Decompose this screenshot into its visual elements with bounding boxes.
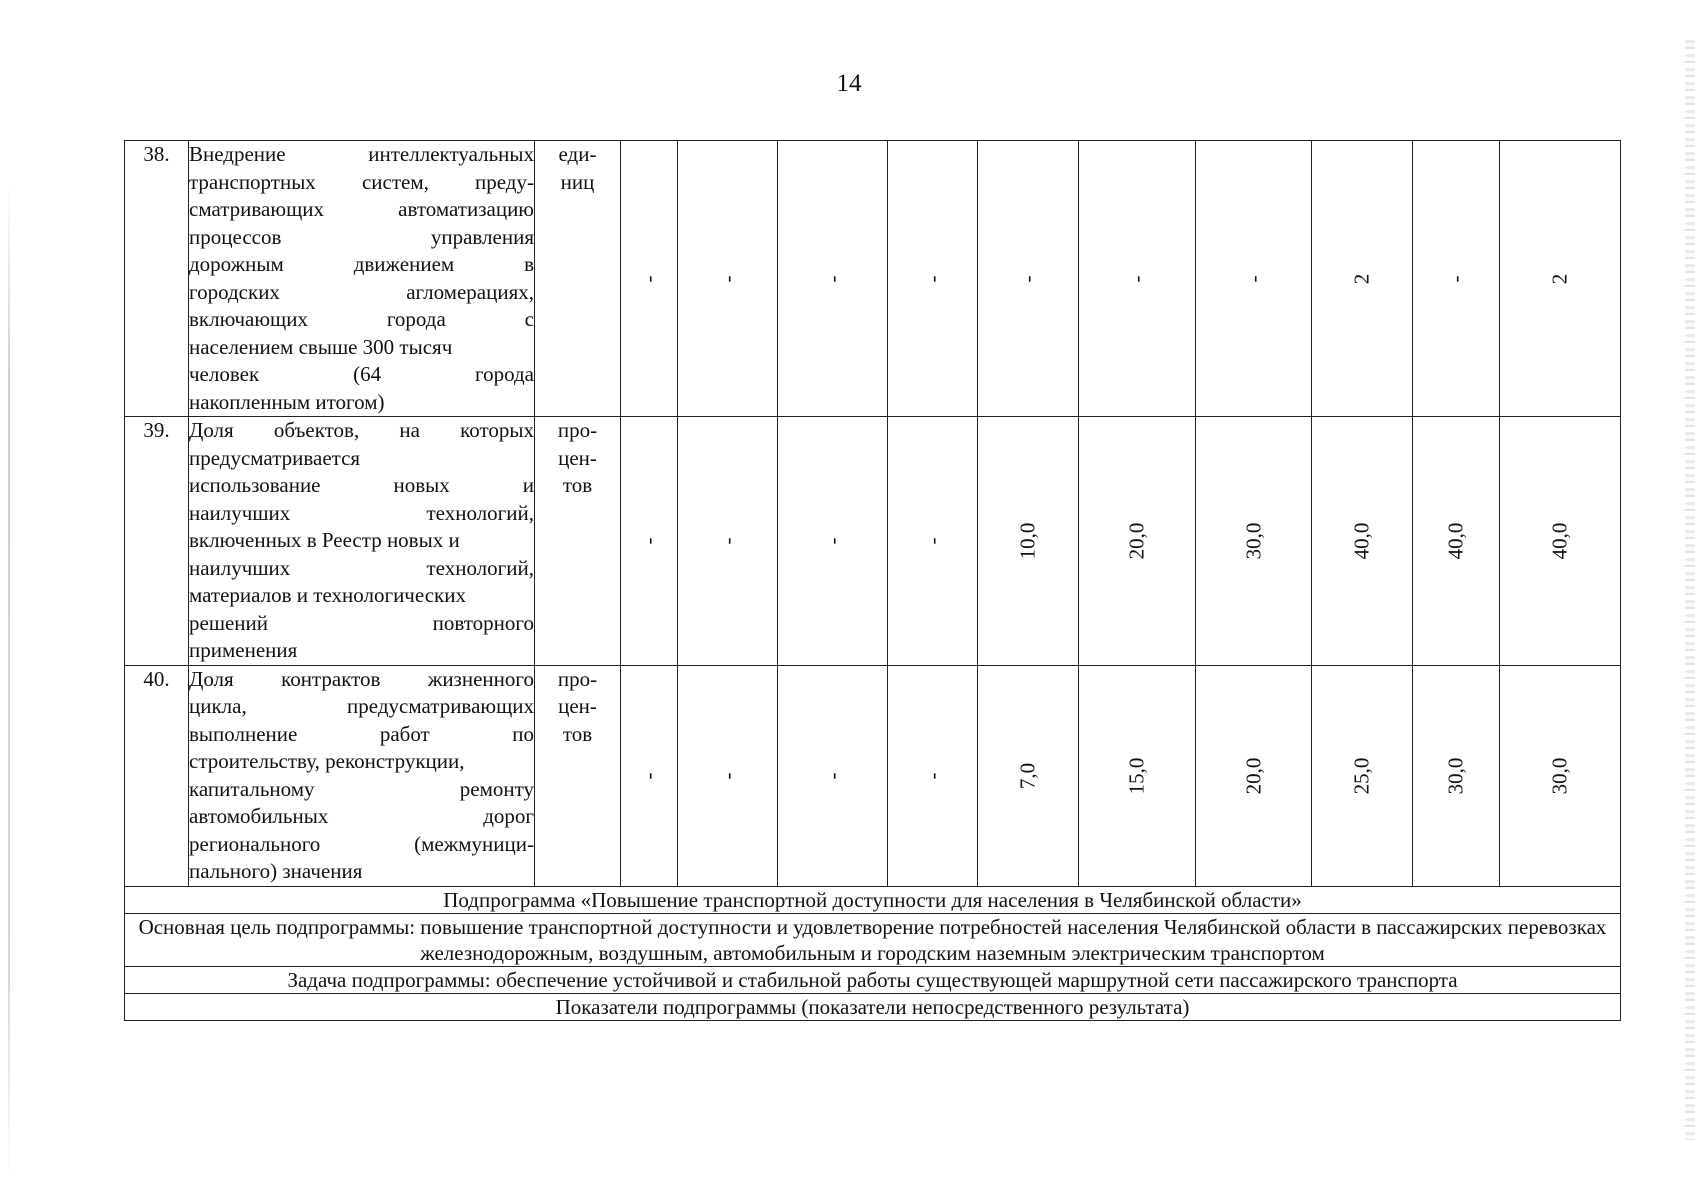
description-line xyxy=(189,527,534,555)
unit-of-measure xyxy=(535,141,621,417)
description-word: автоматизацию xyxy=(398,197,534,221)
indicator-description xyxy=(189,665,535,886)
value-text: - xyxy=(819,275,844,282)
value-text: - xyxy=(1015,275,1040,282)
description-line xyxy=(189,803,534,831)
description-line xyxy=(189,251,534,279)
value-cell xyxy=(1413,141,1500,417)
row-number: 40. xyxy=(125,665,189,886)
value-text: - xyxy=(636,772,661,779)
description-line xyxy=(189,141,534,169)
table-row xyxy=(125,993,1621,1020)
description-word: наилучших xyxy=(189,555,291,580)
value-text: - xyxy=(819,772,844,779)
description-word: повторного xyxy=(432,610,534,635)
table-row xyxy=(125,665,1621,886)
value-text: 10,0 xyxy=(1015,522,1040,560)
value-cell xyxy=(1312,141,1413,417)
value-text: - xyxy=(636,537,661,545)
value-text: - xyxy=(1240,275,1265,282)
description-word: технологий, xyxy=(426,500,534,525)
description-line xyxy=(189,196,534,224)
value-text: - xyxy=(714,772,739,779)
value-text: 40,0 xyxy=(1443,522,1468,560)
value-text: 30,0 xyxy=(1547,757,1572,794)
table-row xyxy=(125,966,1621,993)
description-line xyxy=(189,748,534,776)
description-word: дорог xyxy=(483,804,534,828)
description-word: систем, xyxy=(361,169,429,194)
value-cell xyxy=(621,141,678,417)
description-word: включенных в Реестр новых и xyxy=(189,528,460,552)
description-line xyxy=(189,169,534,197)
unit-of-measure xyxy=(535,665,621,886)
description-line xyxy=(189,721,534,749)
subprogram-goal: Основная цель подпрограммы: повышение транспортной доступности и удовлетворение потребностей населения Челябинской области в пассажирских перевозках железнодорожным, воздушным, автомобильным и городским наземным электрическим транспортом xyxy=(125,913,1621,966)
description-word: Внедрение xyxy=(189,142,286,166)
table-row xyxy=(125,913,1621,966)
description-word: жизненного xyxy=(427,666,534,691)
description-word: сматривающих xyxy=(189,197,324,221)
unit-line: цен- xyxy=(558,694,597,718)
description-line xyxy=(189,637,534,665)
description-line xyxy=(189,279,534,307)
value-text: - xyxy=(819,537,844,545)
subprogram-task: Задача подпрограммы: обеспечение устойчивой и стабильной работы существующей маршрутной сети пассажирского транспорта xyxy=(125,966,1621,993)
value-text: 30,0 xyxy=(1443,757,1468,794)
value-cell xyxy=(1196,665,1312,886)
value-cell xyxy=(778,665,888,886)
description-word: предусматривается xyxy=(189,445,361,470)
table-row xyxy=(125,417,1621,666)
value-cell xyxy=(978,141,1079,417)
description-line xyxy=(189,445,534,473)
description-word: материалов и технологических xyxy=(189,583,466,607)
description-line xyxy=(189,361,534,389)
value-cell xyxy=(1196,141,1312,417)
description-line xyxy=(189,389,534,417)
value-cell xyxy=(1079,141,1196,417)
unit-line: тов xyxy=(562,473,593,497)
description-word: новых xyxy=(393,473,450,497)
unit-line: еди- xyxy=(558,142,597,166)
value-text: - xyxy=(714,537,739,545)
description-word: с xyxy=(524,307,534,331)
description-word: населением свыше 300 тысяч xyxy=(189,334,453,359)
value-cell xyxy=(1312,665,1413,886)
description-word: движением xyxy=(353,252,455,276)
description-line xyxy=(189,831,534,859)
description-word: агломерациях, xyxy=(406,279,534,304)
value-cell xyxy=(621,665,678,886)
subprogram-title: Подпрограмма «Повышение транспортной доступности для населения в Челябинской области» xyxy=(125,886,1621,913)
description-word: преду- xyxy=(475,169,534,194)
scan-edge-left xyxy=(8,180,10,1180)
description-word: Доля xyxy=(189,418,234,442)
description-word: города xyxy=(475,362,534,386)
table-row xyxy=(125,886,1621,913)
description-line xyxy=(189,693,534,721)
value-cell xyxy=(621,417,678,666)
value-cell xyxy=(678,665,778,886)
description-word: дорожным xyxy=(189,252,284,276)
description-line xyxy=(189,472,534,500)
description-word: управления xyxy=(430,224,534,249)
description-word: автомобильных xyxy=(189,804,329,828)
value-cell xyxy=(678,141,778,417)
unit-of-measure xyxy=(535,417,621,666)
description-word: человек xyxy=(189,362,260,386)
value-cell xyxy=(1079,417,1196,666)
value-text: 7,0 xyxy=(1015,762,1040,789)
description-word: городских xyxy=(189,279,280,304)
value-text: 2 xyxy=(1547,273,1572,284)
description-word: которых xyxy=(460,418,534,442)
description-line xyxy=(189,500,534,528)
page-number: 14 xyxy=(836,70,862,97)
description-word: использование xyxy=(189,473,321,497)
description-word: цикла, xyxy=(189,694,247,718)
description-word: на xyxy=(399,418,420,442)
value-cell xyxy=(888,665,978,886)
description-line xyxy=(189,776,534,804)
value-cell xyxy=(888,141,978,417)
description-word: решений xyxy=(189,610,269,635)
value-cell xyxy=(1500,417,1621,666)
description-word: и xyxy=(522,473,534,497)
description-word: применения xyxy=(189,638,298,662)
description-line xyxy=(189,334,534,362)
description-line xyxy=(189,610,534,638)
description-word: (64 xyxy=(353,362,382,386)
description-line xyxy=(189,582,534,610)
description-word: включающих xyxy=(189,307,308,331)
value-cell xyxy=(1079,665,1196,886)
unit-line: про- xyxy=(557,666,598,691)
indicators-table xyxy=(124,140,1621,1021)
value-cell xyxy=(1312,417,1413,666)
description-word: по xyxy=(512,721,534,746)
description-word: предусматривающих xyxy=(347,694,534,718)
description-word: интеллектуальных xyxy=(368,142,534,166)
value-text: 20,0 xyxy=(1240,757,1265,794)
description-word: капитальному xyxy=(189,776,315,801)
value-cell xyxy=(1196,417,1312,666)
description-word: технологий, xyxy=(426,555,534,580)
value-cell xyxy=(778,417,888,666)
description-word: выполнение xyxy=(189,721,298,746)
value-text: 30,0 xyxy=(1240,522,1265,560)
description-line xyxy=(189,224,534,252)
value-text: - xyxy=(1124,275,1149,282)
value-text: 20,0 xyxy=(1124,522,1149,560)
value-cell xyxy=(1413,665,1500,886)
description-word: ремонту xyxy=(459,776,534,801)
description-word: (межмуници- xyxy=(414,831,534,856)
value-text: 15,0 xyxy=(1124,757,1149,794)
value-text: 25,0 xyxy=(1349,757,1374,794)
value-cell xyxy=(978,417,1079,666)
description-word: города xyxy=(386,307,446,331)
description-word: регионального xyxy=(189,831,321,856)
value-cell xyxy=(1500,665,1621,886)
value-cell xyxy=(778,141,888,417)
description-word: наилучших xyxy=(189,500,291,525)
value-cell xyxy=(888,417,978,666)
description-word: объектов, xyxy=(273,418,360,442)
value-text: - xyxy=(919,537,944,545)
value-text: - xyxy=(714,275,739,282)
value-text: - xyxy=(919,275,944,282)
table-row xyxy=(125,141,1621,417)
value-cell xyxy=(1500,141,1621,417)
value-text: 40,0 xyxy=(1349,522,1374,560)
description-word: пального) значения xyxy=(189,859,363,883)
value-cell xyxy=(1413,417,1500,666)
value-cell xyxy=(678,417,778,666)
description-word: в xyxy=(524,252,534,276)
indicator-description xyxy=(189,141,535,417)
description-line xyxy=(189,555,534,583)
description-line xyxy=(189,858,534,886)
description-word: Доля xyxy=(189,666,234,691)
value-cell xyxy=(978,665,1079,886)
subprogram-indicators-heading: Показатели подпрограммы (показатели непосредственного результата) xyxy=(125,993,1621,1020)
description-word: процессов xyxy=(189,224,282,249)
value-text: - xyxy=(636,275,661,282)
unit-line: тов xyxy=(562,721,593,746)
description-word: работ xyxy=(379,721,430,746)
description-word: транспортных xyxy=(189,169,316,194)
value-text: - xyxy=(919,772,944,779)
indicator-description xyxy=(189,417,535,666)
description-word: строительству, реконструкции, xyxy=(189,749,465,773)
unit-line: ниц xyxy=(560,169,595,194)
row-number: 39. xyxy=(125,417,189,666)
table-body xyxy=(125,141,1621,1021)
value-text: 2 xyxy=(1349,273,1374,284)
unit-line: про- xyxy=(557,418,598,442)
description-line xyxy=(189,666,534,694)
unit-line: цен- xyxy=(558,445,597,470)
scan-edge-right xyxy=(1685,40,1695,1140)
value-text: 40,0 xyxy=(1547,522,1572,560)
description-word: контрактов xyxy=(281,666,381,691)
description-line xyxy=(189,417,534,445)
value-text: - xyxy=(1443,275,1468,282)
description-word: накопленным итогом) xyxy=(189,389,385,414)
description-line xyxy=(189,306,534,334)
row-number: 38. xyxy=(125,141,189,417)
